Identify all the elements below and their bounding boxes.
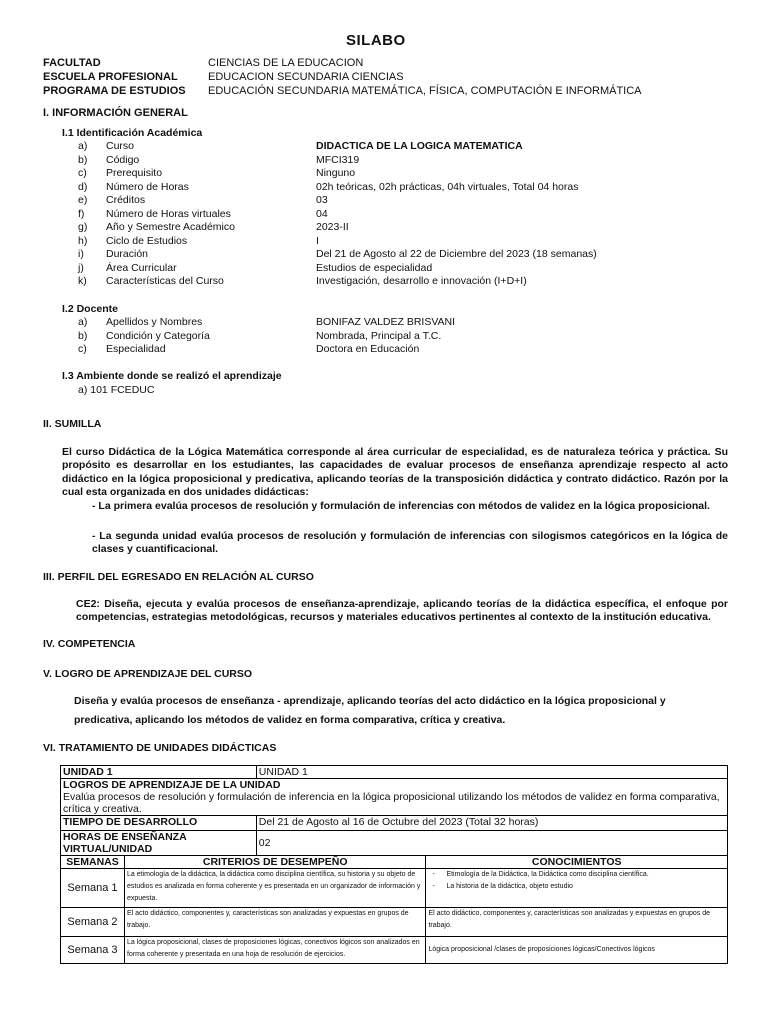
list-item: - La historia de la didáctica, objeto estudio — [446, 881, 725, 893]
col-criterios: CRITERIOS DE DESEMPEÑO — [124, 856, 425, 869]
course-achievement-line-2: predicativa, aplicando los métodos de validez en forma comparativa, crítica y creativa. — [74, 714, 506, 726]
item-label: Créditos — [106, 194, 146, 206]
item-label: Número de Horas — [106, 180, 189, 193]
unit-row — [61, 766, 728, 779]
week-criteria: El acto didáctico, componentes y, características son analizadas y expuestas en grupos de trabajo. — [124, 908, 425, 937]
item-label: Ciclo de Estudios — [106, 234, 188, 247]
knowledge-list — [428, 869, 725, 893]
item-letter: h) — [78, 234, 88, 247]
unit-value: UNIDAD 1 — [256, 766, 727, 779]
logros-label: LOGROS DE APRENDIZAJE DE LA UNIDAD — [63, 779, 281, 791]
course-achievement-line-1: Diseña y evalúa procesos de enseñanza - aprendizaje, aplicando teorías del acto didáctico en la lógica proposicional y — [74, 695, 666, 707]
item-letter: g) — [78, 221, 88, 233]
item-label: Características del Curso — [106, 275, 224, 287]
environment-value: a) 101 FCEDUC — [78, 384, 155, 396]
section-3-heading: III. PERFIL DEL EGRESADO EN RELACIÓN AL CURSO — [43, 571, 314, 583]
section-2-heading: II. SUMILLA — [43, 418, 102, 430]
section-5-heading: V. LOGRO DE APRENDIZAJE DEL CURSO — [43, 668, 253, 680]
col-conocimientos: CONOCIMIENTOS — [426, 856, 728, 869]
item-value: Nombrada, Principal a T.C. — [316, 329, 442, 342]
item-value: Del 21 de Agosto al 22 de Diciembre del 2023 (18 semanas) — [316, 248, 597, 260]
item-label: Especialidad — [106, 343, 166, 355]
item-letter: b) — [78, 329, 88, 342]
item-letter: d) — [78, 180, 88, 193]
section-4-heading: IV. COMPETENCIA — [43, 638, 136, 650]
item-value: Doctora en Educación — [316, 343, 420, 355]
week-criteria: La lógica proposicional, clases de proposiciones lógicas, conectivos lógicos son analizados en forma coherente y presentada en una hoja de resolución de ejercicios. — [124, 937, 425, 964]
faculty-label: FACULTAD — [43, 57, 101, 69]
item-letter: c) — [78, 167, 87, 179]
unit-label: UNIDAD 1 — [61, 766, 257, 779]
item-value: BONIFAZ VALDEZ BRISVANI — [316, 316, 456, 328]
week-knowledge — [426, 869, 728, 908]
item-letter: a) — [78, 316, 88, 328]
list-item: - Etimología de la Didáctica, la Didáctica como disciplina científica. — [446, 869, 725, 881]
horas-row — [61, 831, 728, 856]
school-label: ESCUELA PROFESIONAL — [43, 71, 178, 83]
item-value: 2023-II — [316, 221, 349, 233]
tiempo-label: TIEMPO DE DESARROLLO — [61, 816, 257, 831]
subsection-1-1-heading: I.1 Identificación Académica — [62, 127, 203, 139]
table-row — [61, 908, 728, 937]
item-value: 04 — [316, 207, 328, 220]
subsection-1-3-heading: I.3 Ambiente donde se realizó el aprendizaje — [62, 370, 282, 382]
week-knowledge: Lógica proposicional /clases de proposiciones lógicas/Conectivos lógicos — [426, 937, 728, 964]
unit-table — [60, 765, 728, 964]
horas-value: 02 — [256, 831, 727, 856]
item-letter: f) — [78, 207, 85, 220]
week-knowledge: El acto didáctico, componentes y, características son analizadas y expuestas en grupos de trabajo. — [426, 908, 728, 937]
item-value: Ninguno — [316, 167, 356, 179]
tiempo-value: Del 21 de Agosto al 16 de Octubre del 2023 (Total 32 horas) — [256, 816, 727, 831]
week-label: Semana 2 — [61, 908, 125, 937]
col-semanas: SEMANAS — [61, 856, 125, 869]
document-title: SILABO — [346, 32, 406, 49]
item-label: Código — [106, 153, 140, 166]
section-1-heading: I. INFORMACIÓN GENERAL — [43, 107, 188, 119]
item-value: 02h teóricas, 02h prácticas, 04h virtuales, Total 04 horas — [316, 180, 579, 193]
item-letter: j) — [78, 261, 84, 274]
item-letter: b) — [78, 153, 88, 166]
item-letter: i) — [78, 248, 84, 260]
item-label: Área Curricular — [106, 261, 177, 274]
program-value: EDUCACIÓN SECUNDARIA MATEMÁTICA, FÍSICA, COMPUTACIÓN E INFORMÁTICA — [208, 85, 642, 97]
item-label: Prerequisito — [106, 167, 163, 179]
item-label: Curso — [106, 140, 135, 152]
horas-label: HORAS DE ENSEÑANZA VIRTUAL/UNIDAD — [61, 831, 257, 856]
item-label: Número de Horas virtuales — [106, 207, 231, 220]
logros-row — [61, 779, 728, 816]
faculty-value: CIENCIAS DE LA EDUCACION — [208, 57, 364, 69]
item-label: Apellidos y Nombres — [106, 316, 203, 328]
item-value: 03 — [316, 194, 328, 206]
item-label: Condición y Categoría — [106, 329, 210, 342]
item-value: I — [316, 234, 319, 247]
program-label: PROGRAMA DE ESTUDIOS — [43, 85, 186, 97]
item-value: MFCI319 — [316, 153, 360, 166]
item-label: Año y Semestre Académico — [106, 221, 235, 233]
item-letter: c) — [78, 343, 87, 355]
week-label: Semana 3 — [61, 937, 125, 964]
subsection-1-2-heading: I.2 Docente — [62, 303, 119, 315]
week-label: Semana 1 — [61, 869, 125, 908]
school-value: EDUCACION SECUNDARIA CIENCIAS — [208, 71, 404, 83]
item-value: Estudios de especialidad — [316, 261, 433, 274]
sumilla-paragraph: El curso Didáctica de la Lógica Matemática corresponde al área curricular de especialidad, es de naturaleza teórica y práctica. Su propósito es desarrollar en los estudiantes, las capacidades de evaluar procesos de enseñanza aprendizaje respecto al acto didáctico en la lógica proposicional y predicativa, aplicando teorías de la transposición didáctica y contrato didáctico. Razón por la cual esta organizada en dos unidades didácticas: — [62, 446, 728, 498]
item-letter: k) — [78, 275, 87, 287]
table-row — [61, 869, 728, 908]
section-6-heading: VI. TRATAMIENTO DE UNIDADES DIDÁCTICAS — [43, 742, 277, 754]
profile-paragraph: CE2: Diseña, ejecuta y evalúa procesos de enseñanza-aprendizaje, aplicando teorías de la didáctica específica, el enfoque por competencias, estrategias metodológicas, recursos y materiales educativos pertinentes al contexto de la institución educativa. — [76, 598, 728, 624]
tiempo-row — [61, 816, 728, 831]
table-header-row — [61, 856, 728, 869]
logros-text: Evalúa procesos de resolución y formulación de inferencia en la lógica proposicional utilizando los métodos de validez en forma comparativa, crítica y creativa. — [63, 791, 720, 815]
item-letter: e) — [78, 194, 88, 206]
item-value: DIDACTICA DE LA LOGICA MATEMATICA — [316, 140, 523, 152]
sumilla-bullet-1: - La primera evalúa procesos de resolución y formulación de inferencias con métodos de validez en la lógica proposicional. — [92, 500, 710, 512]
item-letter: a) — [78, 140, 88, 152]
item-value: Investigación, desarrollo e innovación (I+D+I) — [316, 275, 527, 287]
sumilla-bullet-2: - La segunda unidad evalúa procesos de resolución y formulación de inferencias con silogismos categóricos en la lógica de clases y cuantificacional. — [92, 530, 728, 556]
week-criteria: La etimología de la didáctica, la didáctica como disciplina científica, su historia y su objeto de estudios es analizada en forma coherente y es presentada en un organizador de información y expuesta. — [124, 869, 425, 908]
item-label: Duración — [106, 248, 149, 260]
table-row — [61, 937, 728, 964]
